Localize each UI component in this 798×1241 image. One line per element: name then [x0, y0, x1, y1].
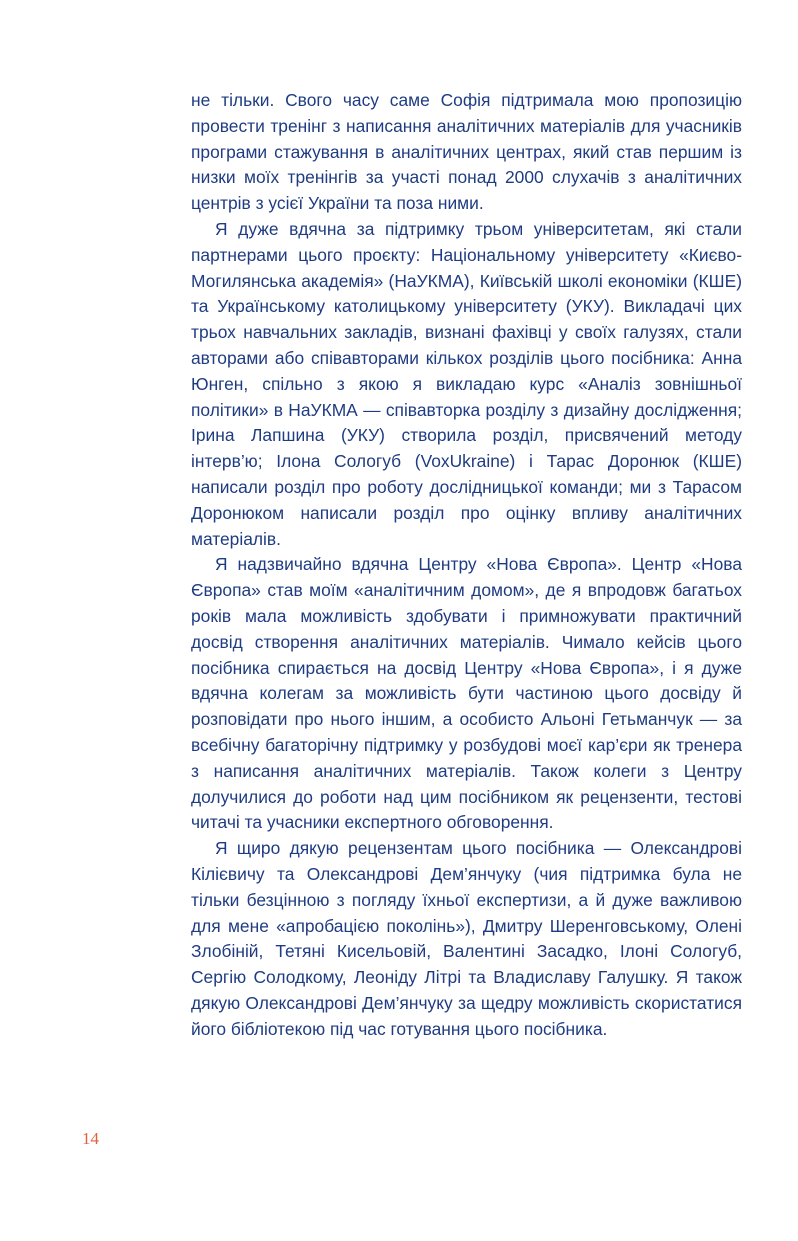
paragraph-3: Я надзвичайно вдячна Центру «Нова Європа». Центр «Нова Європа» став моїм «аналітичним домом», де я впродовж багатьох років мала можливість здобувати і примножувати практичний досвід створення аналітичних матеріалів. Чимало кейсів цього посібника спирається на досвід Центру «Нова Європа», і я дуже вдячна колегам за можливість бути частиною цього досвіду й розповідати про нього іншим, а особисто Альоні Гетьманчук — за всебічну багаторічну підтримку у розбудові моєї кар’єри як тренера з написання аналітичних матеріалів. Також колеги з Центру долучилися до роботи над цим посібником як рецензенти, тестові читачі та учасники експертного обговорення.: [191, 554, 742, 833]
paragraph-2: Я дуже вдячна за підтримку трьом університетам, які стали партнерами цього проєкту: Національному університету «Києво-Могилянська академія» (НаУКМА), Київській школі економіки (КШЕ) та Українському католицькому університету (УКУ). Викладачі цих трьох навчальних закладів, визнані фахівці у своїх галузях, стали авторами або співавторами кількох розділів цього посібника: Анна Юнген, спільно з якою я викладаю курс «Аналіз зовнішньої політики» в НаУКМА — співавторка розділу з дизайну дослідження; Ірина Лапшина (УКУ) створила розділ, присвячений методу інтерв’ю; Ілона Сологуб (VoxUkraine) і Тарас Доронюк (КШЕ) написали розділ про роботу дослідницької команди; ми з Тарасом Доронюком написали розділ про оцінку впливу аналітичних матеріалів.: [191, 218, 742, 549]
paragraph-1: не тільки. Свого часу саме Софія підтримала мою пропозицію провести тренінг з написання аналітичних матеріалів для учасників програми стажування в аналітичних центрах, який став першим із низки моїх тренінгів за участі понад 2000 слухачів з аналітичних центрів з усієї України та поза ними.: [191, 90, 742, 214]
body-text: [191, 88, 742, 1042]
paragraph-4: Я щиро дякую рецензентам цього посібника — Олександрові Кілієвичу та Олександрові Дем’янчуку (чия підтримка була не тільки безцінною з погляду їхньої експертизи, а й дуже важливою для мене «апробацією поколінь»), Дмитру Шеренговському, Олені Злобіній, Тетяні Кисельовій, Валентині Засадко, Ілоні Сологуб, Сергію Солодкому, Леоніду Літрі та Владиславу Галушку. Я також дякую Олександрові Дем’янчуку за щедру можливість скористатися його бібліотекою під час готування цього посібника.: [191, 838, 742, 1039]
page-number: 14: [82, 1129, 99, 1148]
